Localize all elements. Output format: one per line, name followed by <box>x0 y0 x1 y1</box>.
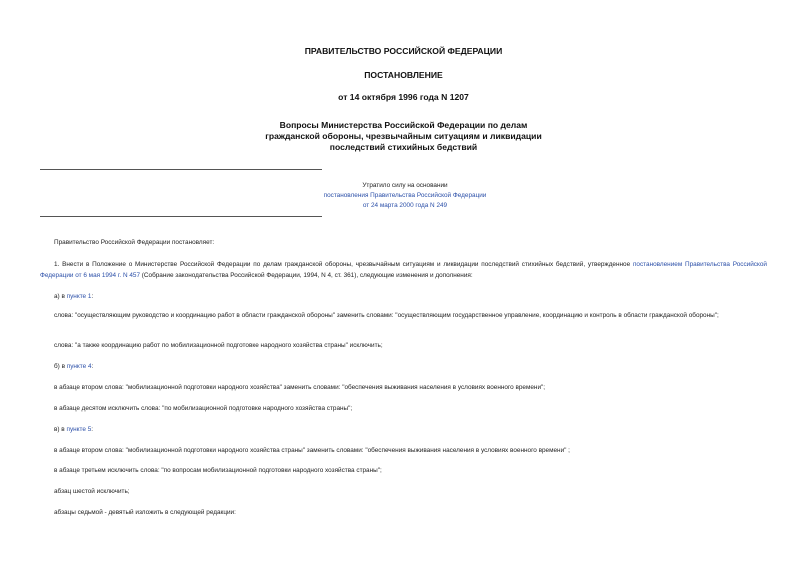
item-v <box>40 425 767 436</box>
intro-paragraph: Правительство Российской Федерации постановляет: <box>54 239 215 246</box>
paragraph-1-text-b: (Собрание законодательства Российской Федерации, 1994, N 4, ст. 361), следующие изменения и дополнения: <box>140 271 473 279</box>
item-v-change-3: абзац шестой исключить; <box>54 488 130 495</box>
divider-bottom <box>40 216 322 217</box>
item-v-change-1: в абзаце втором слова: "мобилизационной подготовки народного хозяйства страны" заменить словами: "обеспечения выживания населения в условиях военного времени" ; <box>54 447 570 454</box>
paragraph-1 <box>40 260 767 281</box>
repeal-note-link-line-1[interactable]: постановления Правительства Российской Федерации <box>323 192 487 199</box>
paragraph-1-text-a: 1. Внести в Положение о Министерстве Российской Федерации по делам гражданской обороны, чрезвычайным ситуациям и ликвидации последствий стихийных бедствий, утвержденное <box>54 261 633 268</box>
item-b-prefix: б) в <box>54 363 67 370</box>
divider-top <box>40 169 322 170</box>
government-heading: ПРАВИТЕЛЬСТВО РОССИЙСКОЙ ФЕДЕРАЦИИ <box>304 46 503 56</box>
item-b-change-2: в абзаце десятом исключить слова: "по мобилизационной подготовке народного хозяйства страны"; <box>54 405 353 412</box>
point-4-link[interactable]: пункте 4 <box>66 363 92 370</box>
item-v-change-2: в абзаце третьем исключить слова: "по вопросам мобилизационной подготовки народного хозяйства страны"; <box>54 467 382 474</box>
document-title-line-3: последствий стихийных бедствий <box>329 142 478 152</box>
point-5-link[interactable]: пункте 5 <box>66 426 92 433</box>
document-title-line-2: гражданской обороны, чрезвычайным ситуациям и ликвидации <box>265 131 542 141</box>
item-b <box>40 362 767 373</box>
document-type-heading: ПОСТАНОВЛЕНИЕ <box>364 70 443 80</box>
item-b-suffix: : <box>91 363 94 370</box>
item-a-prefix: а) в <box>54 293 67 300</box>
item-b-change-1: в абзаце втором слова: "мобилизационной подготовки народного хозяйства" заменить словами: "обеспечения выживания населения в условиях военного времени"; <box>54 384 546 391</box>
point-1-link[interactable]: пункте 1 <box>66 293 92 300</box>
item-a-suffix: : <box>91 293 94 300</box>
date-number-heading: от 14 октября 1996 года N 1207 <box>338 92 469 102</box>
item-v-suffix: : <box>91 426 94 433</box>
document-title-line-1: Вопросы Министерства Российской Федерации по делам <box>279 120 528 130</box>
decree-457-link[interactable]: постановлением Правительства Российской Федерации от 6 мая 1994 г. N 457 <box>40 261 767 279</box>
item-v-prefix: в) в <box>54 426 67 433</box>
item-a-change-2: слова: "а также координацию работ по мобилизационной подготовке народного хозяйства страны" исключить; <box>54 342 383 349</box>
repeal-note-text: Утратило силу на основании <box>362 182 448 189</box>
repeal-note-link-line-2[interactable]: от 24 марта 2000 года N 249 <box>362 202 448 209</box>
item-a-change-1: слова: "осуществляющим руководство и координацию работ в области гражданской обороны" заменить словами: "осуществляющим государственное управление, координацию и контроль в области гражданской обороны"; <box>54 312 719 319</box>
item-a <box>40 292 767 303</box>
item-v-change-4: абзацы седьмой - девятый изложить в следующей редакции: <box>54 509 236 516</box>
